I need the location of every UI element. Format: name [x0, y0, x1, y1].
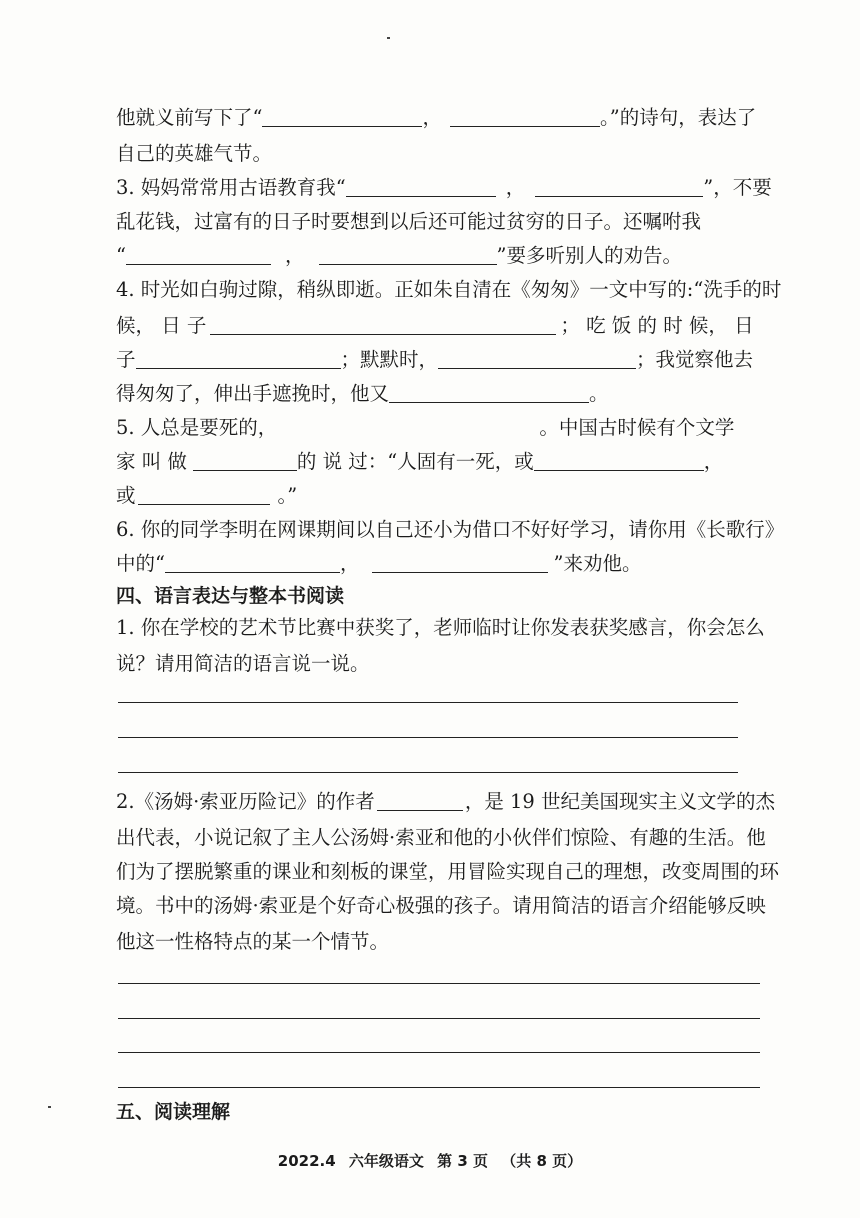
answer-blank[interactable]: [438, 348, 636, 369]
answer-blank[interactable]: [372, 552, 548, 573]
answer-line[interactable]: [118, 737, 738, 738]
text: ；我觉察他去: [636, 348, 754, 371]
text: 5. 人总是要死的，: [116, 416, 278, 439]
section-5-heading: [116, 1098, 766, 1126]
text: 或: [116, 484, 136, 507]
text: “: [116, 244, 126, 267]
text: 他这一性格特点的某一个情节。: [116, 930, 390, 953]
text: ，: [703, 450, 724, 473]
answer-line[interactable]: [118, 1087, 760, 1088]
text: 2.《汤姆·索亚历险记》的作者: [116, 790, 375, 813]
text: 说？请用简洁的语言说一说。: [116, 652, 370, 675]
section-4-heading: [116, 582, 766, 610]
text: 候， 日 子: [116, 314, 207, 337]
q6-line-1: [116, 516, 785, 544]
answer-line[interactable]: [118, 702, 738, 703]
scan-speck: [387, 37, 390, 39]
answer-line[interactable]: [118, 1052, 760, 1053]
text: ；默默时，: [340, 348, 439, 371]
footer-date: 2022.4: [277, 1152, 336, 1170]
text: ”要多听别人的劝告。: [496, 244, 682, 267]
answer-blank[interactable]: [126, 244, 271, 265]
text: 四、语言表达与整本书阅读: [116, 585, 345, 607]
q5-line-1: [116, 414, 766, 442]
answer-blank[interactable]: [136, 348, 341, 369]
answer-blank[interactable]: [193, 450, 297, 471]
text: 的 说 过：“人固有一死，或: [296, 450, 534, 473]
text: 4. 时光如白驹过隙，稍纵即逝。正如朱自清在《匆匆》一文中写的:“洗手的时: [116, 278, 782, 301]
text: 1. 你在学校的艺术节比赛中获奖了，老师临时让你发表获奖感言，你会怎么: [116, 616, 765, 639]
answer-blank[interactable]: [165, 552, 340, 573]
answer-blank[interactable]: [138, 484, 270, 505]
q6-line-2: [116, 550, 766, 578]
text: ”来劝他。: [553, 552, 642, 575]
text: ，: [505, 176, 526, 199]
text: 境。书中的汤姆·索亚是个好奇心极强的孩子。请用简洁的语言介绍能够反映: [116, 894, 766, 917]
q3-line-1: [116, 174, 772, 202]
text: ，是 19 世纪美国现实主义文学的杰: [464, 790, 776, 813]
answer-blank[interactable]: [346, 176, 496, 197]
text: 。中国古时候有个文学: [539, 416, 735, 439]
text: 中的“: [116, 552, 165, 575]
s4-q2-line-2: [116, 824, 766, 852]
text: 子: [116, 348, 136, 371]
text: 五、阅读理解: [116, 1101, 231, 1123]
answer-line[interactable]: [118, 772, 738, 773]
poem-line-1: [116, 104, 766, 132]
s4-q2-line-4: [116, 892, 766, 920]
text: 家 叫 做: [116, 450, 187, 473]
footer-page-total: （共 8 页）: [501, 1152, 583, 1170]
q4-line-2: [116, 312, 766, 340]
text: 乱花钱，过富有的日子时要想到以后还可能过贫穷的日子。还嘱咐我: [116, 210, 702, 233]
text: 3. 妈妈常常用古语教育我“: [116, 176, 346, 199]
text: ，: [339, 552, 360, 575]
poem-line-2: [116, 140, 766, 168]
answer-blank[interactable]: [389, 382, 589, 403]
footer-page-number: 第 3 页: [437, 1152, 489, 1170]
page-footer: [0, 1150, 860, 1171]
text: 们为了摆脱繁重的课业和刻板的课堂，用冒险实现自己的理想，改变周围的环: [116, 860, 780, 883]
answer-blank[interactable]: [534, 450, 704, 471]
text: 6. 你的同学李明在网课期间以自己还小为借口不好好学习，请你用《长歌行》: [116, 518, 785, 541]
q3-line-2: [116, 208, 766, 236]
text: 得匆匆了，伸出手遮挽时，他又: [116, 382, 390, 405]
text: ”，不要: [703, 176, 772, 199]
footer-subject: 六年级语文: [348, 1152, 424, 1170]
q4-line-3: [116, 346, 766, 374]
s4-q2-line-1: [116, 788, 776, 816]
answer-line[interactable]: [118, 1018, 760, 1019]
text: 自己的英雄气节。: [116, 142, 273, 165]
text: ； 吃 饭 的 时 候， 日: [560, 314, 754, 337]
text: 。: [589, 382, 609, 405]
s4-q2-line-3: [116, 858, 780, 886]
answer-blank[interactable]: [450, 106, 600, 127]
text: 。”的诗句，表达了: [600, 106, 757, 129]
answer-blank[interactable]: [262, 106, 422, 127]
q3-line-3: [116, 242, 766, 270]
s4-q1-line-2: [116, 650, 766, 678]
text: 。”: [277, 484, 298, 507]
answer-blank[interactable]: [319, 244, 497, 265]
text: ，: [284, 244, 305, 267]
text: 出代表，小说记叙了主人公汤姆·索亚和他的小伙伴们惊险、有趣的生活。他: [116, 826, 766, 849]
text: ，: [422, 106, 442, 129]
s4-q2-line-5: [116, 928, 766, 956]
answer-blank[interactable]: [210, 314, 556, 335]
answer-line[interactable]: [118, 983, 760, 984]
q4-line-4: [116, 380, 766, 408]
text: 他就义前写下了“: [116, 106, 263, 129]
answer-blank[interactable]: [377, 790, 463, 811]
q4-line-1: [116, 276, 782, 304]
q5-line-3: [116, 482, 766, 510]
answer-blank[interactable]: [535, 176, 703, 197]
scan-speck: [48, 1106, 51, 1108]
s4-q1-line-1: [116, 614, 766, 642]
q5-line-2: [116, 448, 766, 476]
